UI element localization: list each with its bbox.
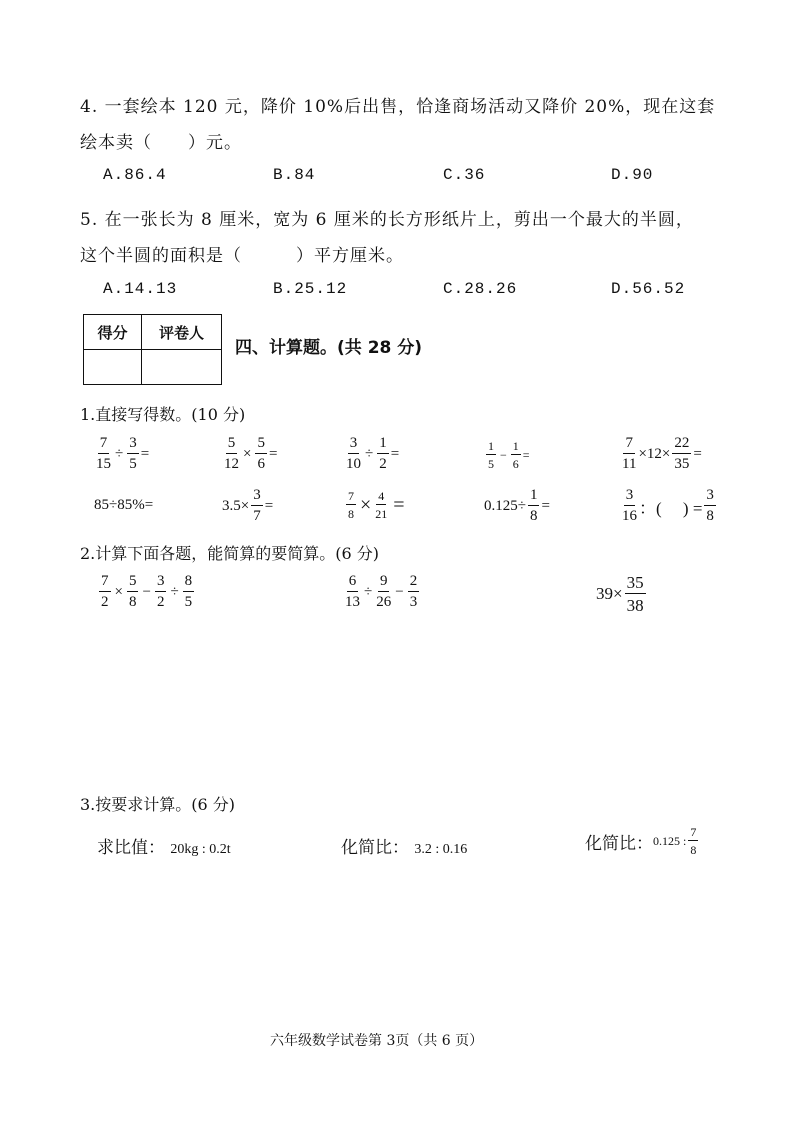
- ratio-blank: ：( ) =: [639, 498, 703, 518]
- part2-title: 2.计算下面各题，能简算的要简算。(6 分): [80, 544, 380, 563]
- fraction-denominator: 8: [128, 594, 137, 610]
- fraction-numerator: 3: [624, 488, 636, 506]
- task-expression: 20kg : 0.2t: [170, 842, 231, 857]
- operator: ÷: [170, 583, 179, 600]
- fraction-numerator: 6: [347, 574, 359, 592]
- fraction-denominator: 15: [96, 456, 111, 472]
- calc-1-3: [344, 436, 399, 472]
- equals-sign: =: [268, 445, 278, 462]
- fraction-denominator: 11: [622, 456, 637, 472]
- expression-prefix: 0.125÷: [484, 497, 526, 514]
- fraction-denominator: 6: [512, 457, 519, 471]
- score-header: 得分: [84, 315, 142, 350]
- expression-prefix: 3.5×: [222, 497, 250, 514]
- q4-line2: 绘本卖（ ）元。: [80, 133, 242, 153]
- fraction-denominator: 16: [622, 508, 637, 524]
- equals-sign: =: [140, 445, 150, 462]
- operator: ×: [243, 445, 252, 462]
- fraction-denominator: 3: [409, 594, 418, 610]
- expression: 85÷85%=: [94, 497, 154, 513]
- fraction-numerator: 3: [155, 574, 167, 592]
- fraction-numerator: 35: [626, 573, 644, 592]
- fraction-denominator: 6: [257, 456, 265, 472]
- section-4-title: 四、计算题。(共 28 分): [235, 338, 423, 358]
- fraction-numerator: 8: [183, 574, 195, 592]
- simplify-problem-2: [343, 574, 421, 610]
- equals-sign: =: [693, 445, 702, 462]
- fraction-numerator: 1: [528, 488, 540, 506]
- equals-sign: =: [390, 445, 400, 462]
- calc-1-4: [484, 440, 530, 470]
- fraction-numerator: 3: [704, 488, 716, 506]
- operator: −: [500, 447, 507, 462]
- fraction-numerator: 5: [255, 436, 267, 454]
- task-label: 化简比：: [585, 833, 653, 854]
- fraction-denominator: 8: [348, 507, 354, 521]
- fraction-denominator: 10: [346, 456, 361, 472]
- fraction-numerator: 1: [512, 439, 519, 453]
- calc-2-2: [222, 488, 273, 524]
- calc-1-1: [94, 436, 149, 472]
- fraction-denominator: 21: [375, 507, 388, 521]
- q5-option-d: D.56.52: [611, 280, 686, 298]
- q4-option-a: A.86.4: [103, 166, 167, 184]
- fraction-numerator: 5: [127, 574, 139, 592]
- calc-2-1: [94, 497, 153, 514]
- fraction-denominator: 2: [156, 594, 165, 610]
- simplify-ratio-task-1: [341, 833, 467, 858]
- fraction-numerator: 2: [408, 574, 420, 592]
- expression-prefix: 39×: [596, 584, 623, 603]
- operator: ÷: [364, 583, 373, 600]
- fraction-denominator: 26: [376, 594, 392, 610]
- operator: ÷: [365, 445, 374, 462]
- fraction-denominator: 8: [529, 508, 538, 524]
- grader-header: 评卷人: [142, 315, 222, 350]
- fraction-numerator: 1: [488, 439, 494, 453]
- fraction-numerator: 7: [99, 574, 111, 592]
- operator: −: [395, 583, 404, 600]
- fraction-denominator: 2: [101, 594, 109, 610]
- expression-prefix: 0.125 :: [653, 833, 687, 848]
- calc-2-4: [484, 488, 550, 524]
- multiply-twelve: ×12×: [638, 445, 671, 462]
- q5-line2: 这个半圆的面积是（ ）平方厘米。: [80, 246, 404, 266]
- score-cell[interactable]: [84, 350, 142, 385]
- fraction-denominator: 5: [488, 457, 494, 471]
- calc-2-3: [344, 490, 405, 520]
- fraction-denominator: 7: [253, 508, 261, 524]
- fraction-denominator: 8: [690, 843, 697, 857]
- fraction-denominator: 13: [345, 594, 360, 610]
- operator: ×: [360, 493, 372, 516]
- fraction-numerator: 9: [378, 574, 390, 592]
- calc-1-2: [222, 436, 277, 472]
- fraction-denominator: 5: [129, 456, 137, 472]
- fraction-numerator: 1: [377, 436, 389, 454]
- calc-1-5: [620, 436, 702, 472]
- fraction-numerator: 7: [98, 436, 110, 454]
- part3-title: 3.按要求计算。(6 分): [80, 795, 236, 814]
- fraction-denominator: 2: [379, 456, 387, 472]
- calc-2-5: [620, 488, 718, 524]
- fraction-numerator: 7: [623, 436, 635, 454]
- equals-sign: =: [264, 497, 274, 514]
- fraction-denominator: 35: [674, 456, 690, 472]
- page-footer: 六年级数学试卷第 3页（共 6 页）: [270, 1033, 484, 1049]
- fraction-denominator: 12: [224, 456, 239, 472]
- fraction-numerator: 4: [378, 489, 385, 503]
- fraction-denominator: 38: [626, 596, 644, 615]
- task-label: 化简比：: [341, 838, 409, 858]
- equals-sign: =: [393, 493, 405, 516]
- q4-option-d: D.90: [611, 166, 654, 184]
- q5-option-a: A.14.13: [103, 280, 178, 298]
- fraction-numerator: 22: [672, 436, 691, 454]
- part1-title: 1.直接写得数。(10 分): [80, 405, 246, 424]
- fraction-numerator: 7: [348, 489, 354, 503]
- q5-line1: 5. 在一张长为 8 厘米，宽为 6 厘米的长方形纸片上，剪出一个最大的半圆，: [80, 210, 694, 230]
- ratio-value-task: [97, 833, 231, 858]
- q5-option-b: B.25.12: [273, 280, 348, 298]
- task-label: 求比值：: [97, 838, 165, 858]
- fraction-numerator: 5: [226, 436, 238, 454]
- fraction-numerator: 7: [690, 825, 697, 839]
- equals-sign: =: [522, 447, 530, 462]
- fraction-numerator: 3: [251, 488, 263, 506]
- operator: −: [142, 583, 151, 600]
- simplify-problem-1: [97, 574, 196, 610]
- q4-option-c: C.36: [443, 166, 486, 184]
- operator: ×: [114, 583, 123, 600]
- fraction-denominator: 8: [706, 508, 714, 524]
- score-table: [83, 314, 222, 385]
- fraction-numerator: 3: [348, 436, 360, 454]
- equals-sign: =: [541, 497, 550, 514]
- simplify-ratio-task-2: [585, 826, 700, 856]
- q4-line1: 4. 一套绘本 120 元，降价 10%后出售，恰逢商场活动又降价 20%，现在这套: [80, 97, 716, 117]
- task-expression: 3.2 : 0.16: [414, 842, 468, 857]
- simplify-problem-3: [596, 574, 648, 614]
- fraction-denominator: 5: [184, 594, 193, 610]
- q4-option-b: B.84: [273, 166, 316, 184]
- q5-option-c: C.28.26: [443, 280, 518, 298]
- fraction-numerator: 3: [127, 436, 139, 454]
- operator: ÷: [115, 445, 124, 462]
- grader-cell[interactable]: [142, 350, 222, 385]
